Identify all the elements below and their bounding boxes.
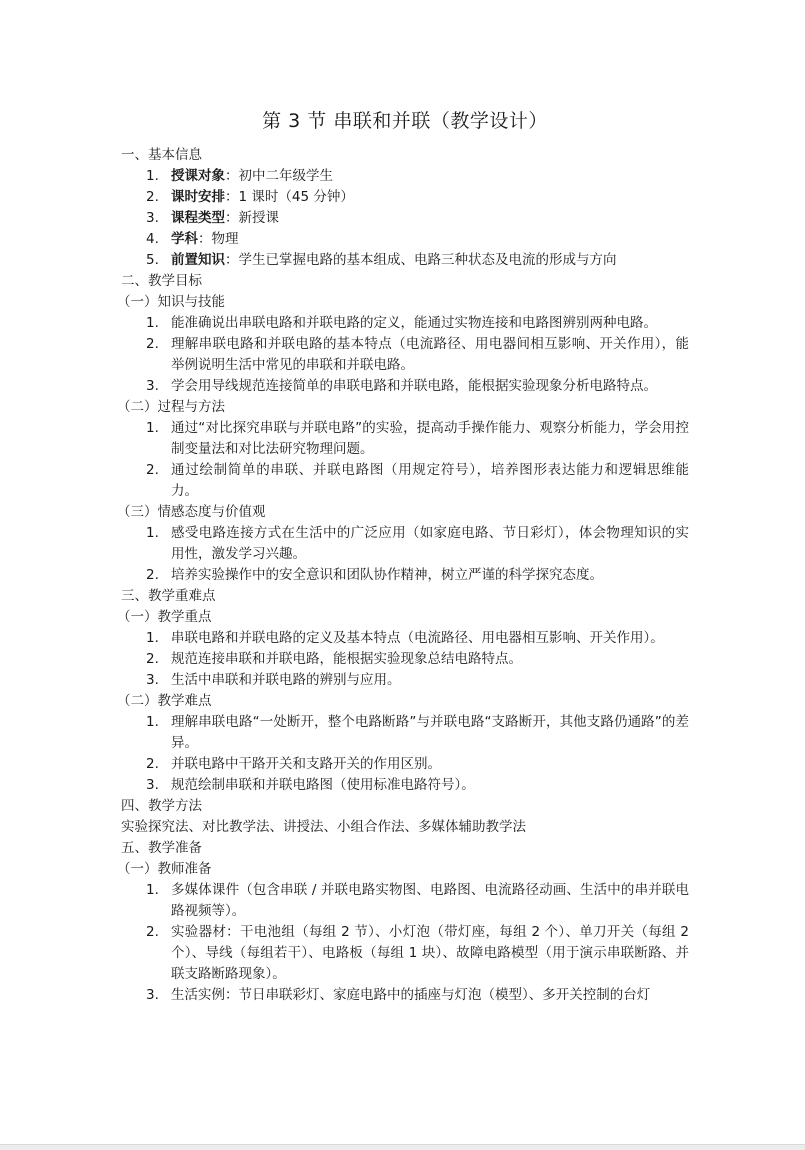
list-item (121, 187, 689, 208)
item-number: 1. (146, 168, 159, 184)
item-text: 理解串联电路和并联电路的基本特点（电流路径、用电器间相互影响、开关作用），能举例说明生活中常见的串联和并联电路。 (171, 336, 689, 373)
item-number: 2. (146, 756, 159, 772)
subsection-heading-teacher-preparation: （一）教师准备 (117, 861, 212, 877)
page-title: 第 3 节 串联和并联（教学设计） (262, 110, 548, 132)
basic-info-list (121, 166, 689, 271)
item-text: 1 课时（45 分钟） (238, 189, 354, 205)
list-item (121, 523, 689, 565)
item-separator: ： (225, 168, 239, 184)
item-separator: ： (225, 210, 239, 226)
item-text: 通过“对比探究串联与并联电路”的实验，提高动手操作能力、观察分析能力，学会用控制变量法和对比法研究物理问题。 (171, 420, 689, 457)
list-item (121, 460, 689, 502)
item-text: 规范绘制串联和并联电路图（使用标准电路符号）。 (171, 777, 475, 793)
item-text: 学会用导线规范连接简单的串联电路和并联电路，能根据实验现象分析电路特点。 (171, 378, 657, 394)
item-number: 3. (146, 987, 159, 1003)
item-text: 规范连接串联和并联电路，能根据实验现象总结电路特点。 (171, 651, 522, 667)
item-label: 前置知识 (171, 252, 225, 268)
list-item (121, 418, 689, 460)
list-item (121, 208, 689, 229)
list-item (121, 313, 689, 334)
item-number: 1. (146, 315, 159, 331)
item-number: 1. (146, 420, 159, 436)
item-text: 能准确说出串联电路和并联电路的定义，能通过实物连接和电路图辨别两种电路。 (171, 315, 657, 331)
item-number: 5. (146, 252, 159, 268)
item-number: 1. (146, 630, 159, 646)
subsection-heading-difficult-points: （二）教学难点 (117, 693, 212, 709)
teacher-preparation-list (121, 880, 689, 1006)
subsection-heading-attitude-values: （三）情感态度与价值观 (117, 504, 266, 520)
list-item (121, 922, 689, 985)
item-label: 课程类型 (171, 210, 225, 226)
item-number: 2. (146, 462, 159, 478)
key-points-list (121, 628, 689, 691)
item-text: 初中二年级学生 (238, 168, 333, 184)
list-item (121, 334, 689, 376)
subsection-heading-knowledge-skills: （一）知识与技能 (117, 294, 225, 310)
item-text: 培养实验操作中的安全意识和团队协作精神，树立严谨的科学探究态度。 (171, 567, 603, 583)
list-item (121, 754, 689, 775)
subsection-heading-key-points: （一）教学重点 (117, 609, 212, 625)
item-text: 生活中串联和并联电路的辨别与应用。 (171, 672, 401, 688)
section-heading-basic-info: 一、基本信息 (121, 147, 202, 163)
item-text: 生活实例：节日串联彩灯、家庭电路中的插座与灯泡（模型）、多开关控制的台灯 (171, 987, 651, 1003)
knowledge-skills-list (121, 313, 689, 397)
attitude-values-list (121, 523, 689, 586)
list-item (121, 670, 689, 691)
item-text: 学生已掌握电路的基本组成、电路三种状态及电流的形成与方向 (238, 252, 617, 268)
item-number: 1. (146, 882, 159, 898)
item-separator: ： (225, 189, 239, 205)
list-item (121, 250, 689, 271)
list-item (121, 712, 689, 754)
difficult-points-list (121, 712, 689, 796)
item-label: 学科 (171, 231, 198, 247)
item-number: 3. (146, 378, 159, 394)
item-number: 3. (146, 672, 159, 688)
section-heading-key-difficult-points: 三、教学重难点 (121, 588, 216, 604)
item-number: 3. (146, 777, 159, 793)
teaching-methods-text: 实验探究法、对比教学法、讲授法、小组合作法、多媒体辅助教学法 (121, 819, 526, 835)
item-text: 多媒体课件（包含串联 / 并联电路实物图、电路图、电流路径动画、生活中的串并联电路视频等）。 (171, 882, 689, 919)
list-item (121, 628, 689, 649)
item-text: 理解串联电路“一处断开，整个电路断路”与并联电路“支路断开，其他支路仍通路”的差异。 (171, 714, 689, 751)
process-methods-list (121, 418, 689, 502)
item-number: 2. (146, 924, 159, 940)
item-text: 通过绘制简单的串联、并联电路图（用规定符号），培养图形表达能力和逻辑思维能力。 (171, 462, 689, 499)
section-heading-teaching-preparation: 五、教学准备 (121, 840, 202, 856)
item-separator: ： (198, 231, 212, 247)
list-item (121, 649, 689, 670)
item-number: 1. (146, 714, 159, 730)
item-separator: ： (225, 252, 239, 268)
list-item (121, 229, 689, 250)
list-item (121, 880, 689, 922)
item-number: 1. (146, 525, 159, 541)
list-item (121, 376, 689, 397)
item-label: 授课对象 (171, 168, 225, 184)
list-item (121, 166, 689, 187)
item-number: 3. (146, 210, 159, 226)
item-text: 感受电路连接方式在生活中的广泛应用（如家庭电路、节日彩灯），体会物理知识的实用性，激发学习兴趣。 (171, 525, 689, 562)
list-item (121, 565, 689, 586)
list-item (121, 775, 689, 796)
item-label: 课时安排 (171, 189, 225, 205)
item-number: 2. (146, 651, 159, 667)
item-number: 2. (146, 189, 159, 205)
subsection-heading-process-methods: （二）过程与方法 (117, 399, 225, 415)
section-heading-teaching-goals: 二、教学目标 (121, 273, 202, 289)
item-text: 新授课 (238, 210, 279, 226)
item-text: 实验器材：干电池组（每组 2 节）、小灯泡（带灯座，每组 2 个）、单刀开关（每组 2 个）、导线（每组若干）、电路板（每组 1 块）、故障电路模型（用于演示串联断路、并联支路断路现象）。 (171, 924, 689, 982)
item-text: 并联电路中干路开关和支路开关的作用区别。 (171, 756, 441, 772)
section-heading-teaching-methods: 四、教学方法 (121, 798, 202, 814)
item-number: 4. (146, 231, 159, 247)
document-body (117, 108, 689, 1006)
list-item (121, 985, 689, 1006)
item-number: 2. (146, 567, 159, 583)
item-text: 物理 (211, 231, 239, 247)
item-text: 串联电路和并联电路的定义及基本特点（电流路径、用电器相互影响、开关作用）。 (171, 630, 664, 646)
item-number: 2. (146, 336, 159, 352)
